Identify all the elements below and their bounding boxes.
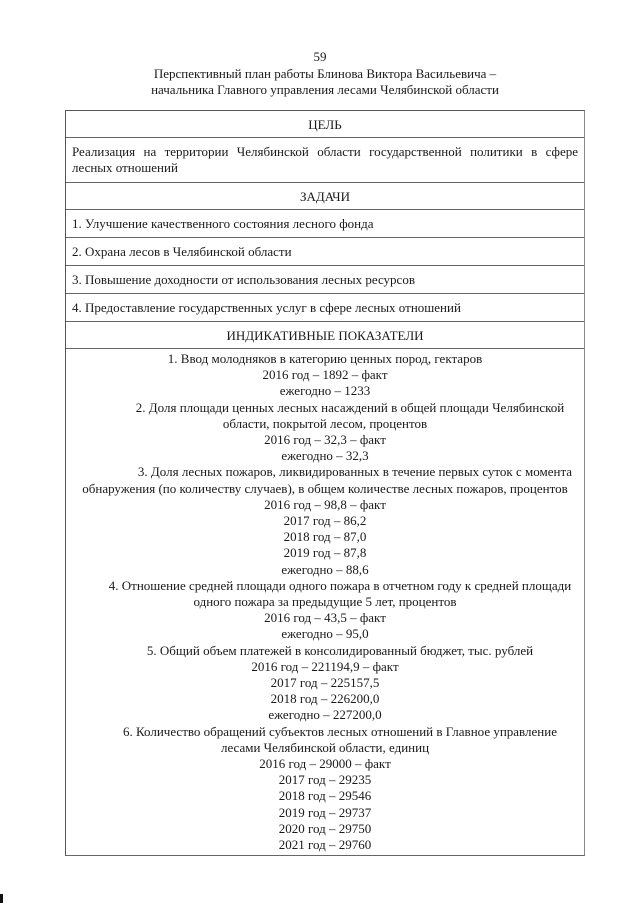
plan-table [65, 110, 585, 856]
indicator-title: 5. Общий объем платежей в консолидированный бюджет, тыс. рублей [146, 642, 534, 658]
document-title-line-1: Перспективный план работы Блинова Виктора Васильевича – [153, 66, 497, 81]
indicator-value: 2016 год – 1892 – факт [262, 367, 388, 383]
indicator-title: 2. Доля площади ценных лесных насаждений в общей площади Челябинской [135, 399, 565, 415]
goal-header: ЦЕЛЬ [66, 111, 584, 138]
indicator-value: 2016 год – 98,8 – факт [264, 496, 386, 512]
indicator-value: 2016 год – 29000 – факт [259, 756, 391, 772]
indicator-3 [70, 464, 580, 577]
indicator-6 [70, 724, 580, 854]
scan-artifact-mark [0, 894, 3, 903]
indicator-value: 2017 год – 86,2 [283, 513, 367, 529]
indicator-value: ежегодно – 88,6 [281, 561, 369, 577]
indicator-title: обнаружения (по количеству случаев), в общем количестве лесных пожаров, процентов [82, 480, 568, 496]
indicator-title: области, покрытой лесом, процентов [222, 415, 428, 431]
indicator-value: 2019 год – 87,8 [283, 545, 367, 561]
indicator-title: одного пожара за предыдущие 5 лет, процентов [193, 594, 457, 610]
indicators-list [66, 349, 584, 855]
indicator-value: 2016 год – 221194,9 – факт [251, 658, 399, 674]
indicator-2 [70, 400, 580, 465]
indicator-value: 2018 год – 87,0 [283, 529, 367, 545]
indicator-title: 1. Ввод молодняков в категорию ценных пород, гектаров [167, 351, 483, 366]
indicator-value: 2020 год – 29750 [278, 820, 372, 836]
indicator-title: 4. Отношение средней площади одного пожара в отчетном году к средней площади [108, 577, 572, 593]
indicator-value: 2019 год – 29737 [278, 804, 372, 820]
indicator-title: 3. Доля лесных пожаров, ликвидированных в течение первых суток с момента [137, 464, 573, 480]
indicator-title: 6. Количество обращений субъектов лесных отношений в Главное управление [123, 723, 557, 739]
page-number: 59 [313, 49, 327, 64]
indicator-value: 2016 год – 32,3 – факт [264, 432, 386, 448]
indicator-value: ежегодно – 227200,0 [268, 707, 382, 723]
indicator-value: ежегодно – 1233 [279, 383, 371, 399]
indicator-value: 2017 год – 225157,5 [270, 675, 380, 691]
indicator-value: 2018 год – 226200,0 [270, 691, 380, 707]
task-item-1: 1. Улучшение качественного состояния лесного фонда [66, 210, 584, 238]
tasks-header: ЗАДАЧИ [66, 183, 584, 210]
task-item-4: 4. Предоставление государственных услуг в сфере лесных отношений [66, 294, 584, 322]
indicator-value: 2021 год – 29760 [278, 837, 372, 853]
goal-text-line-1: Реализация на территории Челябинской области государственной политики в сфере [72, 144, 578, 159]
indicator-value: 2018 год – 29546 [278, 788, 372, 804]
document-title-line-2: начальника Главного управления лесами Челябинской области [151, 82, 499, 97]
goal-text-line-2: лесных отношений [72, 160, 178, 175]
goal-text [66, 138, 584, 183]
indicator-4 [70, 578, 580, 643]
indicator-value: ежегодно – 95,0 [281, 626, 369, 642]
document-title [0, 66, 640, 98]
indicator-value: 2016 год – 43,5 – факт [264, 610, 386, 626]
indicator-title: лесами Челябинской области, единиц [220, 739, 430, 755]
indicator-value: 2017 год – 29235 [278, 772, 372, 788]
indicators-header: ИНДИКАТИВНЫЕ ПОКАЗАТЕЛИ [66, 322, 584, 349]
task-item-3: 3. Повышение доходности от использования лесных ресурсов [66, 266, 584, 294]
indicator-5 [70, 643, 580, 724]
task-item-2: 2. Охрана лесов в Челябинской области [66, 238, 584, 266]
indicator-value: ежегодно – 32,3 [281, 448, 369, 464]
indicator-1 [70, 351, 580, 400]
